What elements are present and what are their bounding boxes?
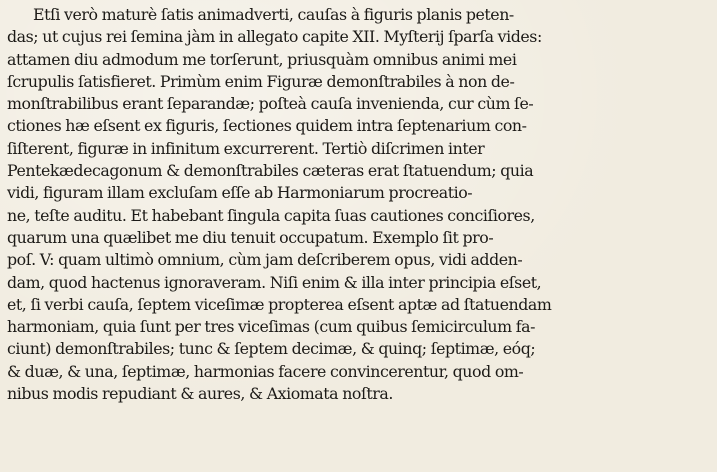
text-line: ctiones hæ eſsent ex figuris, ſectiones quidem intra ſeptenarium con-: [7, 116, 527, 136]
text-line: vidi, figuram illam excluſam eſſe ab Harmoniarum procreatio-: [7, 183, 473, 203]
text-line: quarum una quælibet me diu tenuit occupatum. Exemplo ſit pro-: [7, 227, 494, 247]
text-line: Etſi verò maturè ſatis animadverti, cauſas à figuris planis peten-: [33, 5, 514, 24]
text-line: ſcrupulis ſatisfieret. Primùm enim Figuræ demonſtrabiles à non de-: [7, 71, 515, 91]
text-line: ſiſterent, figuræ in infinitum excurrerent. Tertiò diſcrimen inter: [7, 138, 485, 158]
text-line: das; ut cujus rei ſemina jàm in allegato capite XII. Myſterij ſparſa vides:: [7, 27, 542, 47]
text-line: ciunt) demonſtrabiles; tunc & ſeptem decimæ, & quinq; ſeptimæ, eóq;: [7, 339, 536, 359]
text-line: poſ. V: quam ultimò omnium, cùm jam deſcriberem opus, vidi adden-: [7, 250, 523, 270]
text-line: attamen diu admodum me torſerunt, priusquàm omnibus animi mei: [7, 49, 517, 69]
text-line: monſtrabilibus erant ſeparandæ; poſteà cauſa invenienda, cur cùm ſe-: [7, 94, 534, 114]
text-line: nibus modis repudiant & aures, & Axiomata noſtra.: [7, 384, 393, 404]
text-line: dam, quod hactenus ignoraveram. Niſi enim & illa inter principia eſset,: [7, 272, 542, 292]
text-line: ne, teſte auditu. Et habebant ſingula capita ſuas cautiones conciſiores,: [7, 205, 535, 225]
body-text: [7, 4, 711, 405]
text-line: Pentekædecagonum & demonſtrabiles cæteras erat ſtatuendum; quia: [7, 161, 534, 181]
text-line: harmoniam, quia ſunt per tres viceſimas (cum quibus ſemicirculum fa-: [7, 317, 536, 337]
text-line: & duæ, & una, ſeptimæ, harmonias facere convincerentur, quod om-: [7, 361, 524, 381]
text-line: et, ſi verbi cauſa, ſeptem viceſimæ propterea eſsent aptæ ad ſtatuendam: [7, 294, 552, 314]
